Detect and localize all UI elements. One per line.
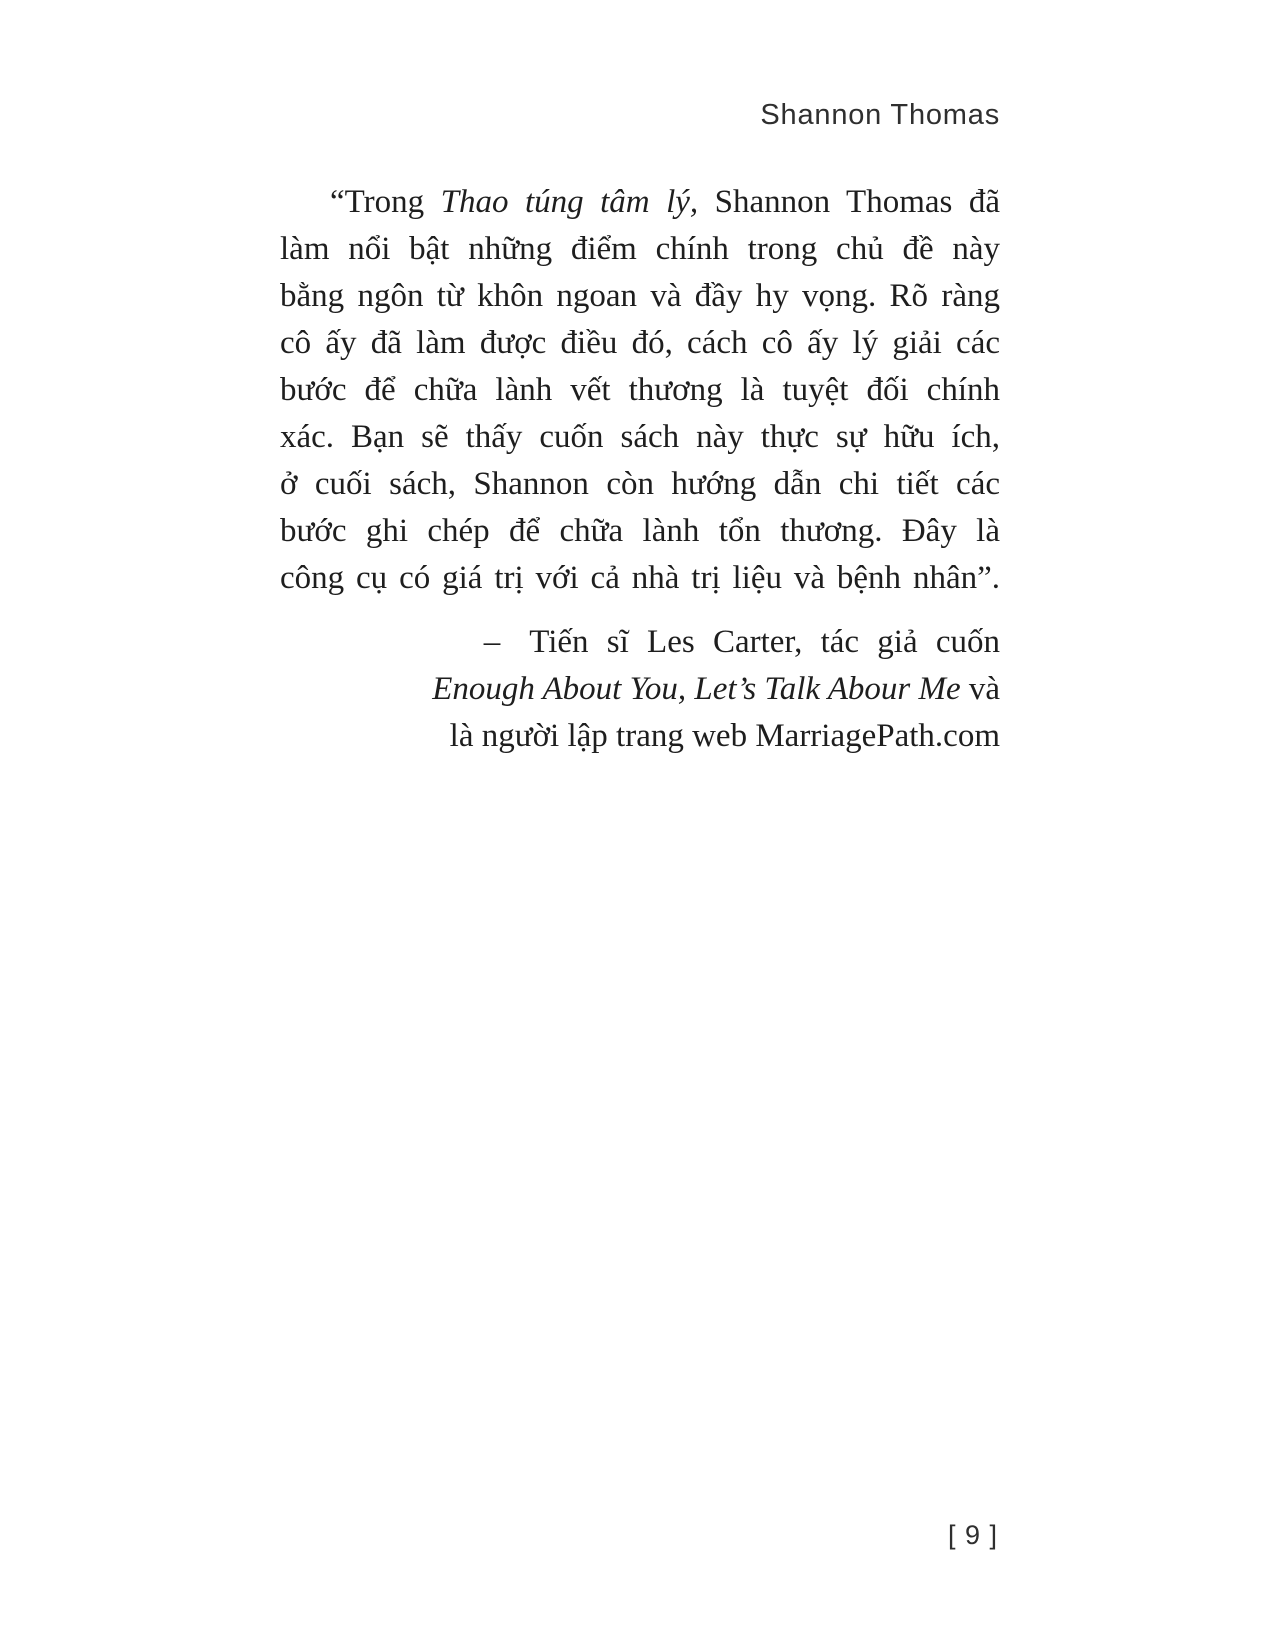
quote-line: xác. Bạn sẽ thấy cuốn sách này thực sự hữu ích,: [280, 419, 1000, 455]
quote-line: bước ghi chép để chữa lành tổn thương. Đây là: [280, 513, 1000, 549]
quote-line-text: “Trong: [330, 184, 441, 220]
quote-line: ở cuối sách, Shannon còn hướng dẫn chi tiết các: [280, 466, 1000, 502]
quote-line: làm nổi bật những điểm chính trong chủ đề này: [280, 231, 1000, 267]
quote-line-text: Shannon Thomas đã: [698, 184, 1000, 220]
quote-line: bằng ngôn từ khôn ngoan và đầy hy vọng. Rõ ràng: [280, 278, 1000, 314]
quote-attribution: [280, 619, 1000, 760]
book-title-italic: Thao túng tâm lý,: [440, 184, 699, 220]
attribution-book-line: [280, 666, 1000, 713]
quote-line: bước để chữa lành vết thương là tuyệt đối chính: [280, 372, 1000, 408]
testimonial-quote: [280, 179, 1000, 602]
attribution-author-line: [280, 619, 1000, 666]
attribution-website-line: là người lập trang web MarriagePath.com: [449, 718, 1000, 754]
attribution-dash: –: [483, 624, 501, 660]
attribution-book-title-italic: Enough About You, Let’s Talk Abour Me: [432, 671, 961, 707]
page-number: [ 9 ]: [947, 1520, 998, 1550]
quote-line: công cụ có giá trị với cả nhà trị liệu và bệnh nhân”.: [280, 560, 1000, 596]
quote-line: cô ấy đã làm được điều đó, cách cô ấy lý giải các: [280, 325, 1000, 361]
attribution-author: Tiến sĩ Les Carter, tác giả cuốn: [529, 624, 1000, 660]
attribution-book-line-end: và: [960, 671, 1000, 707]
running-header: Shannon Thomas: [760, 99, 1000, 131]
quote-line: [280, 179, 1000, 226]
